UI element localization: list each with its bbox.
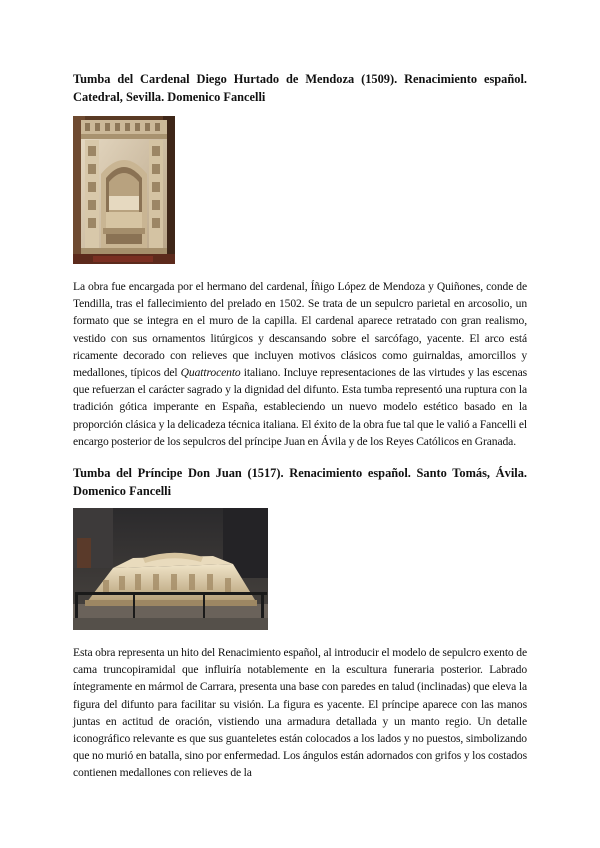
tomb-don-juan-photo <box>73 508 268 630</box>
paragraph-mendoza <box>73 278 527 450</box>
paragraph-mendoza-part1: La obra fue encargada por el hermano del cardenal, Íñigo López de Mendoza y Quiñones, conde de Tendilla, tras el fallecimiento del prelado en 1502. Se trata de un sepulcro parietal en arcosolio, un formato que se integra en el muro de la capilla. El cardenal aparece retratado con gran realismo, vestido con sus ornamentos litúrgicos y descansando sobre el sarcófago, yacente. El arco está ricamente decorado con relieves que incluyen motivos clásicos como guirnaldas, amorcillos y medallones, típicos del <box>73 280 527 380</box>
quattrocento-term: Quattrocento <box>180 366 241 380</box>
section-heading-mendoza: Tumba del Cardenal Diego Hurtado de Mendoza (1509). Renacimiento español. Catedral, Sevilla. Domenico Fancelli <box>73 72 527 104</box>
section-heading-don-juan: Tumba del Príncipe Don Juan (1517). Renacimiento español. Santo Tomás, Ávila. Domenico Fancelli <box>73 466 527 498</box>
tomb-don-juan-illustration <box>73 508 268 630</box>
paragraph-mendoza-part2: italiano. Incluye representaciones de las virtudes y las escenas que refuerzan el carácter sagrado y la dignidad del difunto. Esta tumba representó una ruptura con la tradición gótica imperante en España, estableciendo un nuevo modelo estético basado en la proporción clásica y la delicadeza técnica italiana. El éxito de la obra fue tal que le valió a Fancelli el encargo posterior de los sepulcros del príncipe Juan en Ávila y de los Reyes Católicos en Granada. <box>73 366 527 448</box>
paragraph-don-juan: Esta obra representa un hito del Renacimiento español, al introducir el modelo de sepulcro exento de cama truncopiramidal que influiría notablemente en la escultura funeraria posterior. Labrado íntegramente en mármol de Carrara, presenta una base con paredes en talud (inclinadas) que eleva la figura del difunto para facilitar su visión. La figura es yacente. El príncipe aparece con las manos juntas en actitud de oración, vistiendo una armadura detallada y un manto regio. Un detalle iconográfico relevante es que sus guanteletes están colocados a los lados y no puestos, simbolizando que no murió en batalla, sino por enfermedad. Los ángulos están adornados con grifos y los costados contienen medallones con relieves de la <box>73 646 527 780</box>
tomb-mendoza-photo <box>73 116 175 264</box>
tomb-mendoza-illustration <box>73 116 175 264</box>
